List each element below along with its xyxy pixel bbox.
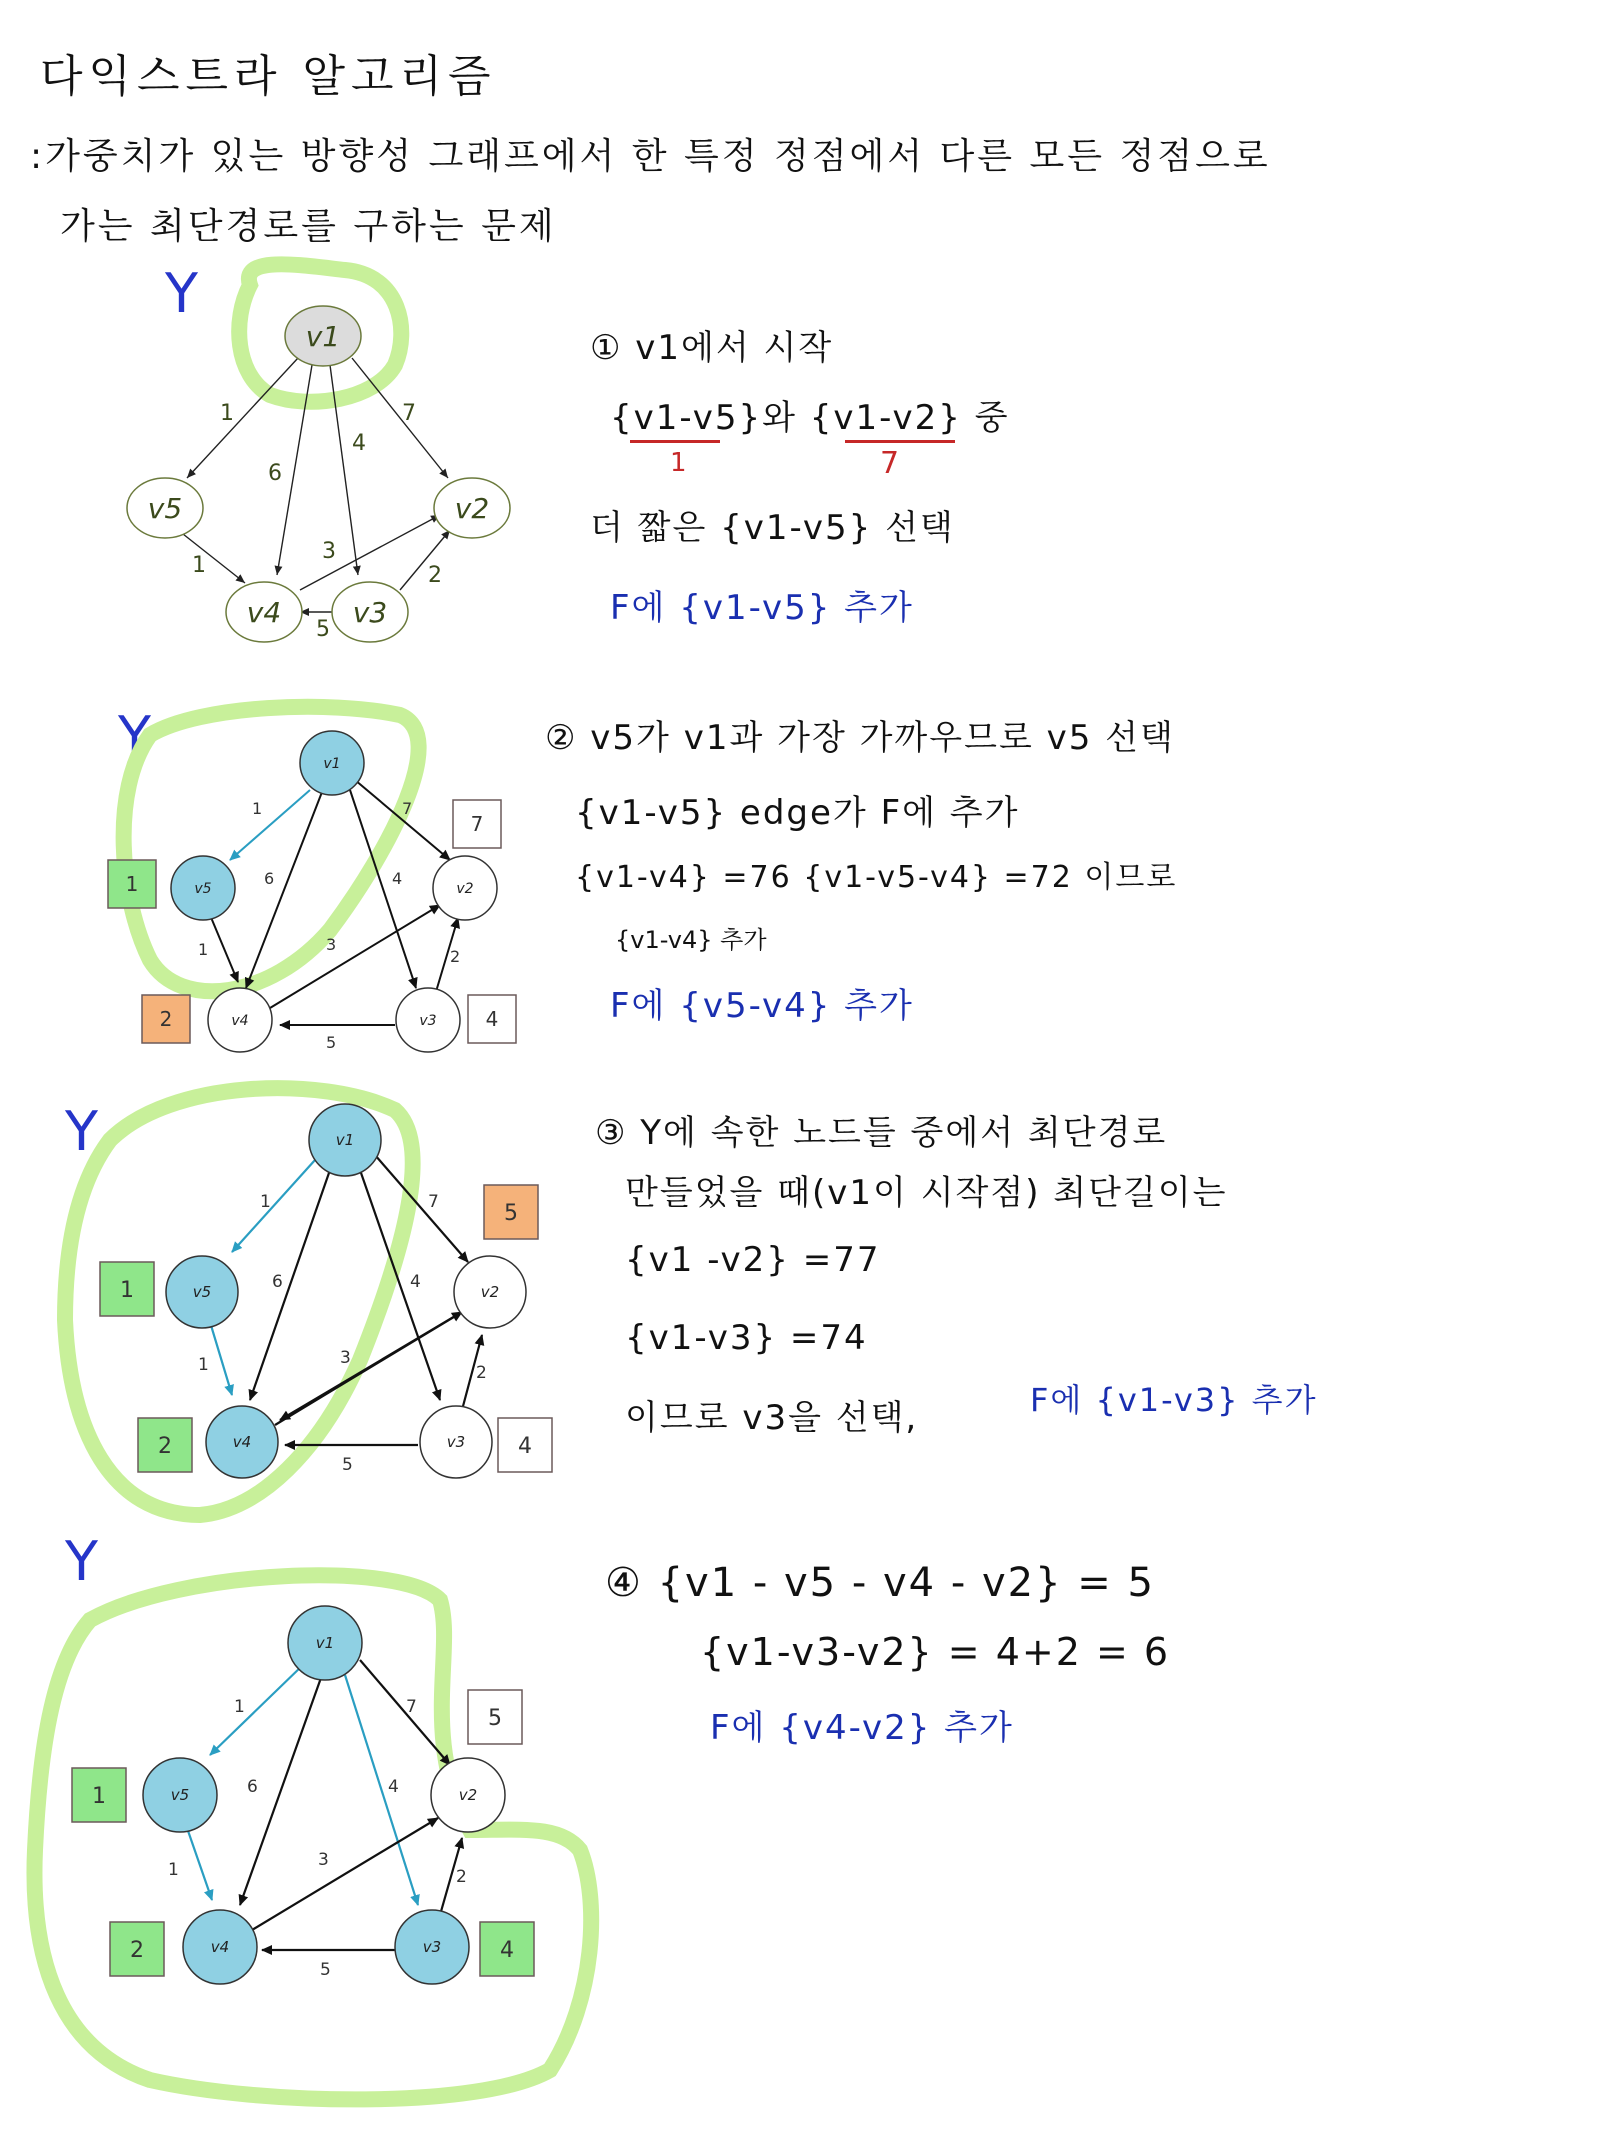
definition-line-2: 가는 최단경로를 구하는 문제 <box>60 206 557 247</box>
y-mark-3: Y <box>65 1100 98 1163</box>
node-label-v4: v4 <box>246 596 282 629</box>
node-label-v5: v5 <box>147 492 183 525</box>
node-label-v1: v1 <box>305 320 341 353</box>
step1-weight-b: 7 <box>880 446 900 481</box>
g4-weight-v4-v2: 3 <box>318 1850 329 1870</box>
g4-weight-v1-v3: 4 <box>388 1777 399 1797</box>
g3-weight-v1-v2: 7 <box>428 1192 439 1212</box>
step3-line3: {v1 -v2} =77 <box>625 1240 881 1280</box>
step2-line3: {v1-v4} =76 {v1-v5-v4} =72 이므로 <box>575 860 1178 895</box>
g2-weight-v1-v2: 7 <box>402 799 413 818</box>
step2-line1: ② v5가 v1과 가장 가까우므로 v5 선택 <box>545 718 1175 758</box>
g4-label-v3: v3 <box>422 1938 442 1956</box>
step1-underline-a <box>630 440 720 443</box>
g2-edge-v5-v4 <box>210 915 238 982</box>
g4-weight-v3-v4: 5 <box>320 1960 331 1980</box>
g3-edge-v1-v2 <box>375 1155 468 1262</box>
g3-weight-v1-v3: 4 <box>410 1272 421 1292</box>
y-mark-4: Y <box>65 1530 98 1593</box>
edge-v4-v2 <box>300 515 440 590</box>
g2-weight-v1-v5: 1 <box>252 799 263 818</box>
g4-weight-v3-v2: 2 <box>456 1867 467 1887</box>
g3-boxval-v4: 2 <box>158 1434 172 1459</box>
edge-v3-v2 <box>400 530 450 590</box>
g2-edge-v1-v5 <box>230 790 310 860</box>
weight-v1-v2: 7 <box>402 401 416 426</box>
g3-boxval-v2: 5 <box>504 1201 518 1226</box>
edge-v1-v2 <box>352 358 448 478</box>
step4-line2: {v1-v3-v2} = 4+2 = 6 <box>700 1630 1171 1674</box>
g2-boxval-v3: 4 <box>485 1007 499 1031</box>
g3-label-v4: v4 <box>232 1433 252 1451</box>
step4-line1: ④ {v1 - v5 - v4 - v2} = 5 <box>605 1560 1155 1606</box>
g3-boxval-v3: 4 <box>518 1434 532 1459</box>
g4-edge-v5-v4 <box>186 1825 212 1900</box>
y-mark-2: Y <box>118 705 151 768</box>
g2-label-v1: v1 <box>323 756 341 772</box>
step3-line4: {v1-v3} =74 <box>625 1318 868 1358</box>
g2-boxval-v4: 2 <box>159 1007 173 1031</box>
g4-weight-v5-v4: 1 <box>168 1860 179 1880</box>
g3-label-v1: v1 <box>335 1131 355 1149</box>
g4-label-v4: v4 <box>210 1938 230 1956</box>
g2-weight-v3-v2: 2 <box>450 947 461 966</box>
g3-label-v5: v5 <box>192 1283 212 1301</box>
g3-weight-v1-v5: 1 <box>260 1192 271 1212</box>
g3-weight-v1-v4: 6 <box>272 1272 283 1292</box>
g3-weight-v3-v2: 2 <box>476 1363 487 1383</box>
node-label-v2: v2 <box>454 492 490 525</box>
step1-line1: ① v1에서 시작 <box>590 328 834 368</box>
g4-boxval-v3: 4 <box>500 1938 514 1963</box>
node-label-v3: v3 <box>352 596 388 629</box>
g2-weight-v1-v4: 6 <box>264 869 275 888</box>
g2-label-v5: v5 <box>194 881 212 897</box>
g2-weight-v5-v4: 1 <box>198 940 209 959</box>
g3-edge-v5-v4 <box>210 1322 232 1395</box>
weight-v5-v4: 1 <box>192 553 206 578</box>
weight-v1-v3: 4 <box>352 431 366 456</box>
g4-boxval-v4: 2 <box>130 1938 144 1963</box>
step3-line1: ③ Y에 속한 노드들 중에서 최단경로 <box>595 1113 1168 1153</box>
g4-label-v1: v1 <box>315 1634 335 1652</box>
g3-label-v3: v3 <box>446 1433 466 1451</box>
g4-edge-v1-v5 <box>210 1663 305 1755</box>
g3-weight-v5-v4: 1 <box>198 1355 209 1375</box>
g4-weight-v1-v5: 1 <box>234 1697 245 1717</box>
g3-weight-v3-v4: 5 <box>342 1455 353 1475</box>
step1-line4: F에 {v1-v5} 추가 <box>610 588 914 628</box>
page-title: 다익스트라 알고리즘 <box>40 51 497 102</box>
definition-line-1: :가중치가 있는 방향성 그래프에서 한 특정 정점에서 다른 모든 정점으로 <box>30 136 1271 177</box>
step3-line5: 이므로 v3을 선택, <box>625 1398 919 1438</box>
step4-line3: F에 {v4-v2} 추가 <box>710 1708 1014 1748</box>
g4-label-v5: v5 <box>170 1786 190 1804</box>
g4-edge-v4-v2 <box>252 1818 438 1930</box>
g3-weight-v4-v2: 3 <box>340 1348 351 1368</box>
g4-weight-v1-v2: 7 <box>406 1697 417 1717</box>
step1-line2: {v1-v5}와 {v1-v2} 중 <box>610 398 1010 438</box>
weight-v1-v4: 6 <box>268 461 282 486</box>
g2-label-v3: v3 <box>419 1013 437 1029</box>
step3-line2: 만들었을 때(v1이 시작점) 최단길이는 <box>625 1173 1228 1213</box>
step2-line2: {v1-v5} edge가 F에 추가 <box>575 793 1020 833</box>
g2-weight-v3-v4: 5 <box>326 1033 337 1052</box>
step3-line5b: F에 {v1-v3} 추가 <box>1030 1381 1318 1419</box>
y-highlight-2 <box>124 707 419 991</box>
g2-label-v2: v2 <box>456 881 474 897</box>
step2-line4: {v1-v4} 추가 <box>615 926 767 954</box>
weight-v1-v5: 1 <box>220 401 234 426</box>
g2-weight-v4-v2: 3 <box>326 935 337 954</box>
step1-line3: 더 짧은 {v1-v5} 선택 <box>590 508 955 548</box>
g3-edge-v1-v5 <box>232 1160 315 1252</box>
weight-v3-v4: 5 <box>316 617 330 642</box>
weight-v3-v2: 2 <box>428 563 442 588</box>
g2-boxval-v5: 1 <box>125 872 139 896</box>
g4-boxval-v2: 5 <box>488 1706 502 1731</box>
step2-line5: F에 {v5-v4} 추가 <box>610 986 914 1026</box>
g3-label-v2: v2 <box>480 1283 500 1301</box>
step1-underline-b <box>845 440 955 443</box>
g4-boxval-v5: 1 <box>92 1784 106 1809</box>
step1-weight-a: 1 <box>670 448 687 478</box>
g3-boxval-v5: 1 <box>120 1278 134 1303</box>
g2-boxval-v2: 7 <box>470 812 484 836</box>
g4-weight-v1-v4: 6 <box>247 1777 258 1797</box>
g2-label-v4: v4 <box>231 1013 249 1029</box>
y-mark-1: Y <box>165 262 198 325</box>
weight-v4-v2: 3 <box>322 539 336 564</box>
g2-weight-v1-v3: 4 <box>392 869 403 888</box>
g4-label-v2: v2 <box>458 1786 478 1804</box>
